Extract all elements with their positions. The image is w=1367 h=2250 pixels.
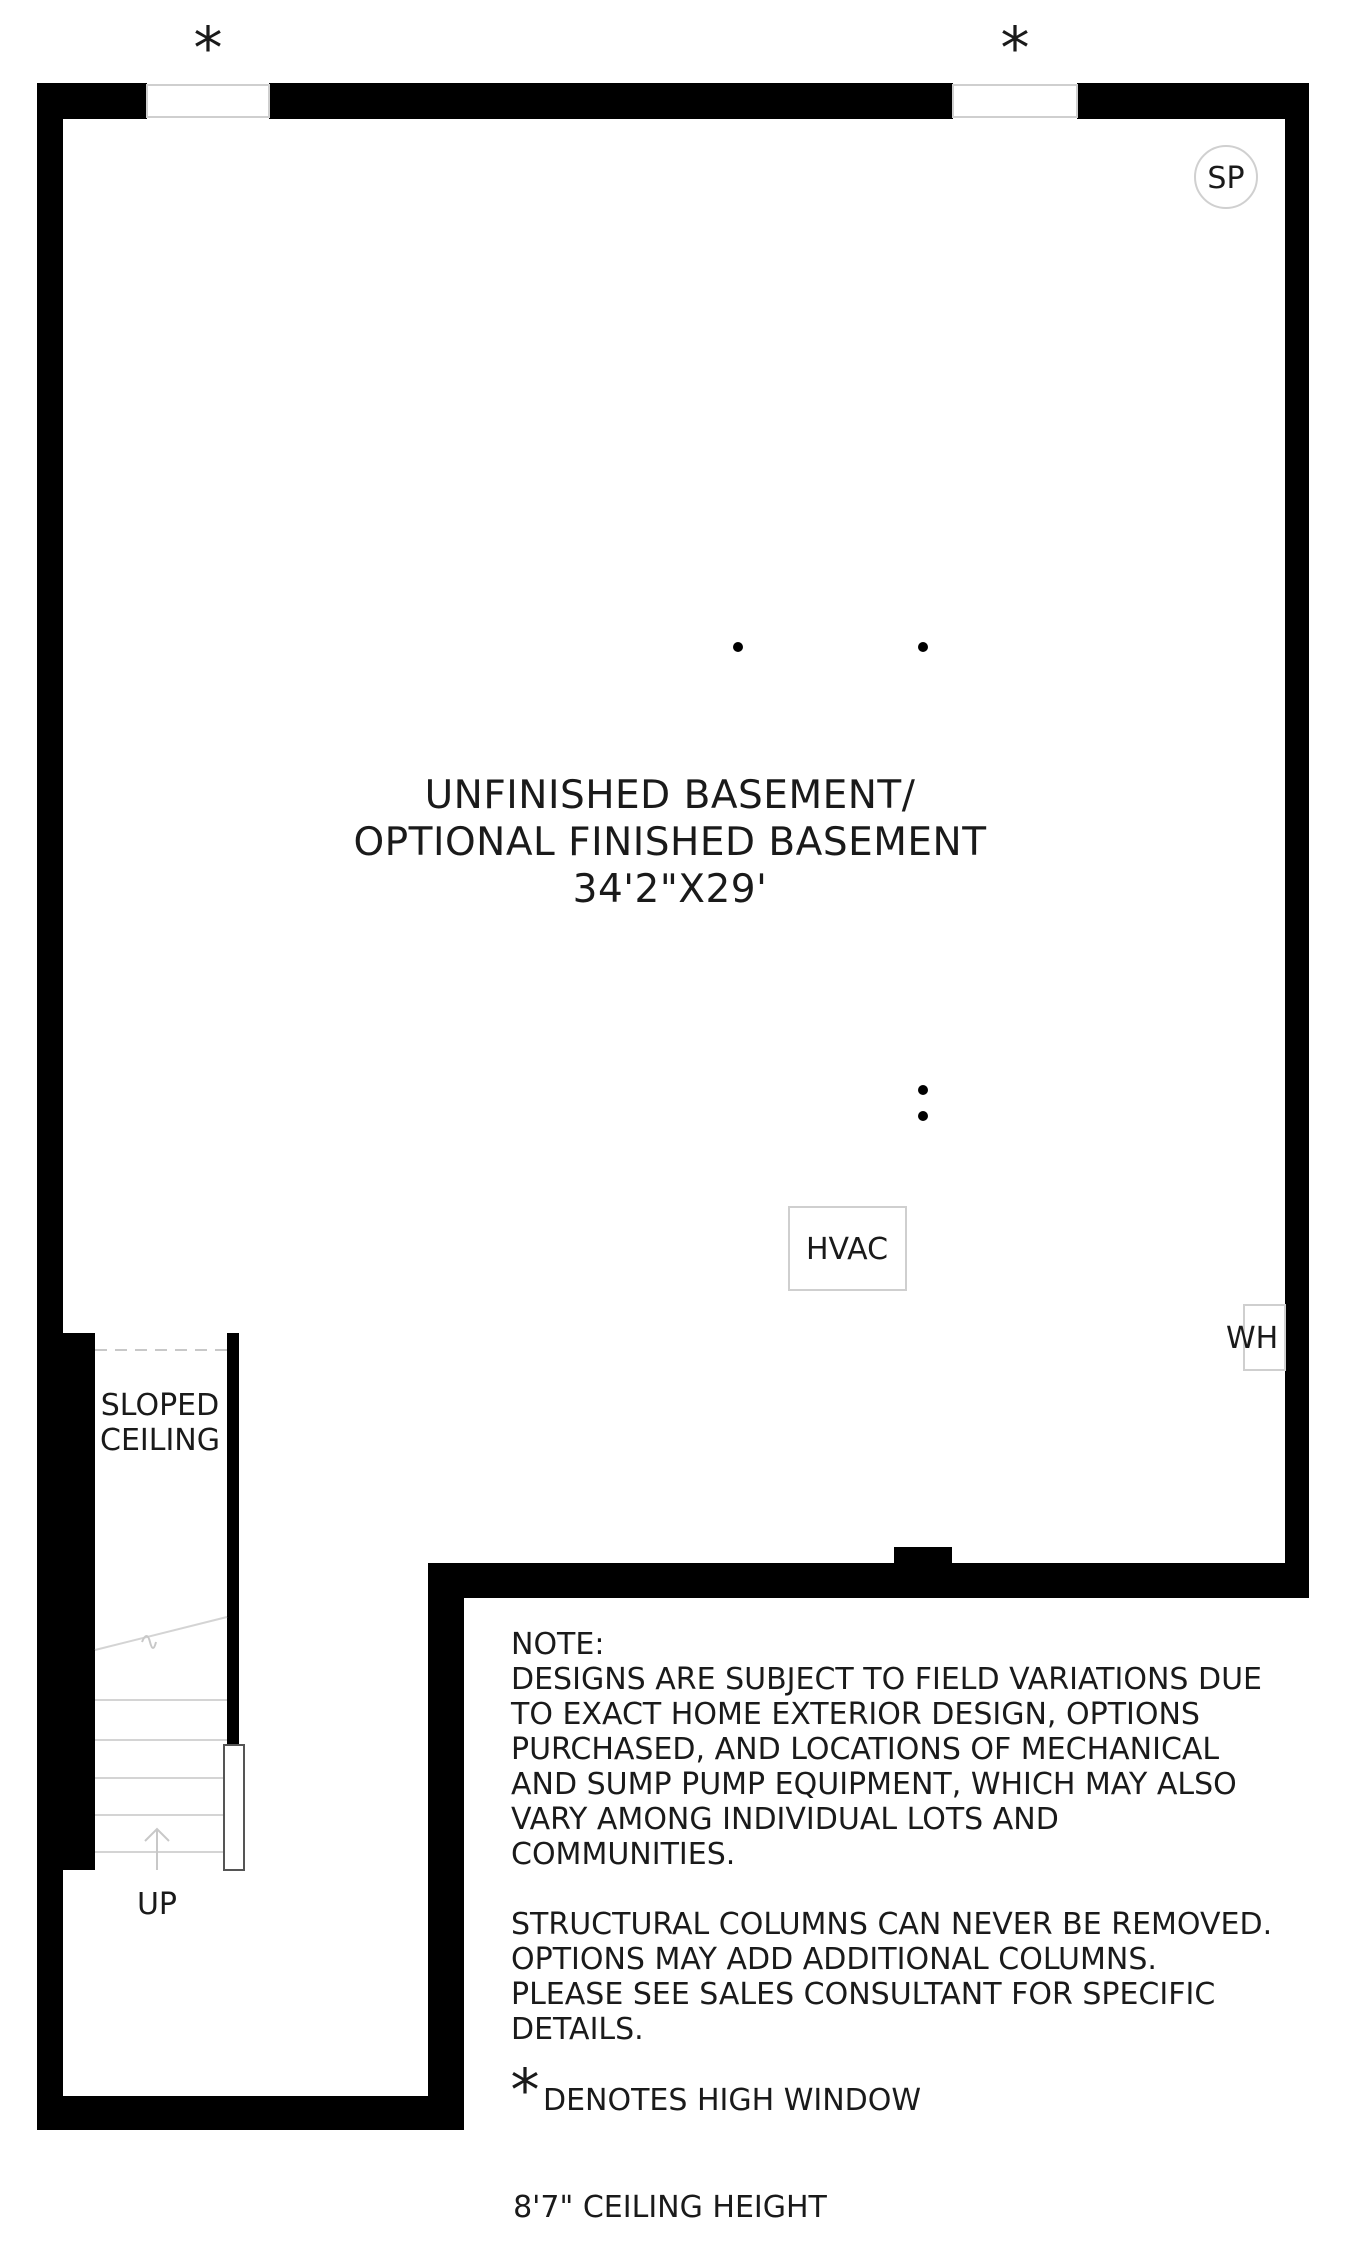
room-dimensions: 34'2"X29' bbox=[572, 867, 768, 912]
stair-wall-left bbox=[61, 1333, 95, 1870]
water-heater-label: WH bbox=[1226, 1321, 1279, 1356]
notes-line: COMMUNITIES. bbox=[511, 1837, 736, 1872]
break-line-icon bbox=[142, 1636, 156, 1648]
room-name-line-2: OPTIONAL FINISHED BASEMENT bbox=[353, 820, 987, 865]
legend-high-window-marker: * bbox=[510, 2056, 540, 2124]
notes-line: PLEASE SEE SALES CONSULTANT FOR SPECIFIC bbox=[511, 1977, 1216, 2012]
notes-line: DETAILS. bbox=[511, 2012, 644, 2047]
stair-wall-right bbox=[227, 1333, 239, 1745]
up-arrow-icon bbox=[145, 1829, 169, 1870]
notes-line: STRUCTURAL COLUMNS CAN NEVER BE REMOVED. bbox=[511, 1907, 1273, 1942]
wall-inner-vertical bbox=[428, 1563, 464, 2130]
legend-high-window-text: DENOTES HIGH WINDOW bbox=[543, 2083, 922, 2118]
notes-line: OPTIONS MAY ADD ADDITIONAL COLUMNS. bbox=[511, 1942, 1157, 1977]
ceiling-height: 8'7" CEILING HEIGHT bbox=[513, 2190, 827, 2225]
wall-bottom bbox=[37, 2096, 464, 2130]
high-window-marker-left: * bbox=[193, 14, 223, 82]
column bbox=[733, 642, 743, 652]
window-top-left bbox=[147, 85, 269, 117]
notes-line: VARY AMONG INDIVIDUAL LOTS AND bbox=[511, 1802, 1059, 1837]
wall-top-right bbox=[1077, 83, 1309, 119]
notes-line: PURCHASED, AND LOCATIONS OF MECHANICAL bbox=[511, 1732, 1220, 1767]
notes-heading: NOTE: bbox=[511, 1627, 605, 1662]
column bbox=[918, 1111, 928, 1121]
column bbox=[918, 1085, 928, 1095]
stair-handrail bbox=[224, 1745, 244, 1870]
sloped-ceiling-label-2: CEILING bbox=[100, 1423, 220, 1458]
wall-top-middle bbox=[269, 83, 953, 119]
wall-stub bbox=[894, 1547, 952, 1565]
hvac-label: HVAC bbox=[805, 1232, 889, 1267]
stair-treads bbox=[95, 1617, 227, 1852]
notes-block bbox=[510, 1627, 1272, 2124]
stair-up-label: UP bbox=[136, 1887, 178, 1922]
wall-lower-right bbox=[428, 1563, 1309, 1598]
notes-line: TO EXACT HOME EXTERIOR DESIGN, OPTIONS bbox=[511, 1697, 1200, 1732]
notes-line: AND SUMP PUMP EQUIPMENT, WHICH MAY ALSO bbox=[511, 1767, 1237, 1802]
high-window-marker-right: * bbox=[1000, 14, 1030, 82]
room-name-line-1: UNFINISHED BASEMENT/ bbox=[424, 773, 916, 818]
window-top-right bbox=[953, 85, 1077, 117]
sump-pump-label: SP bbox=[1207, 161, 1245, 196]
sloped-ceiling-label-1: SLOPED bbox=[100, 1388, 220, 1423]
wall-left bbox=[37, 83, 63, 2130]
column bbox=[918, 642, 928, 652]
notes-line: DESIGNS ARE SUBJECT TO FIELD VARIATIONS DUE bbox=[511, 1662, 1262, 1697]
stair bbox=[95, 1350, 244, 1922]
wall-right bbox=[1285, 83, 1309, 1598]
